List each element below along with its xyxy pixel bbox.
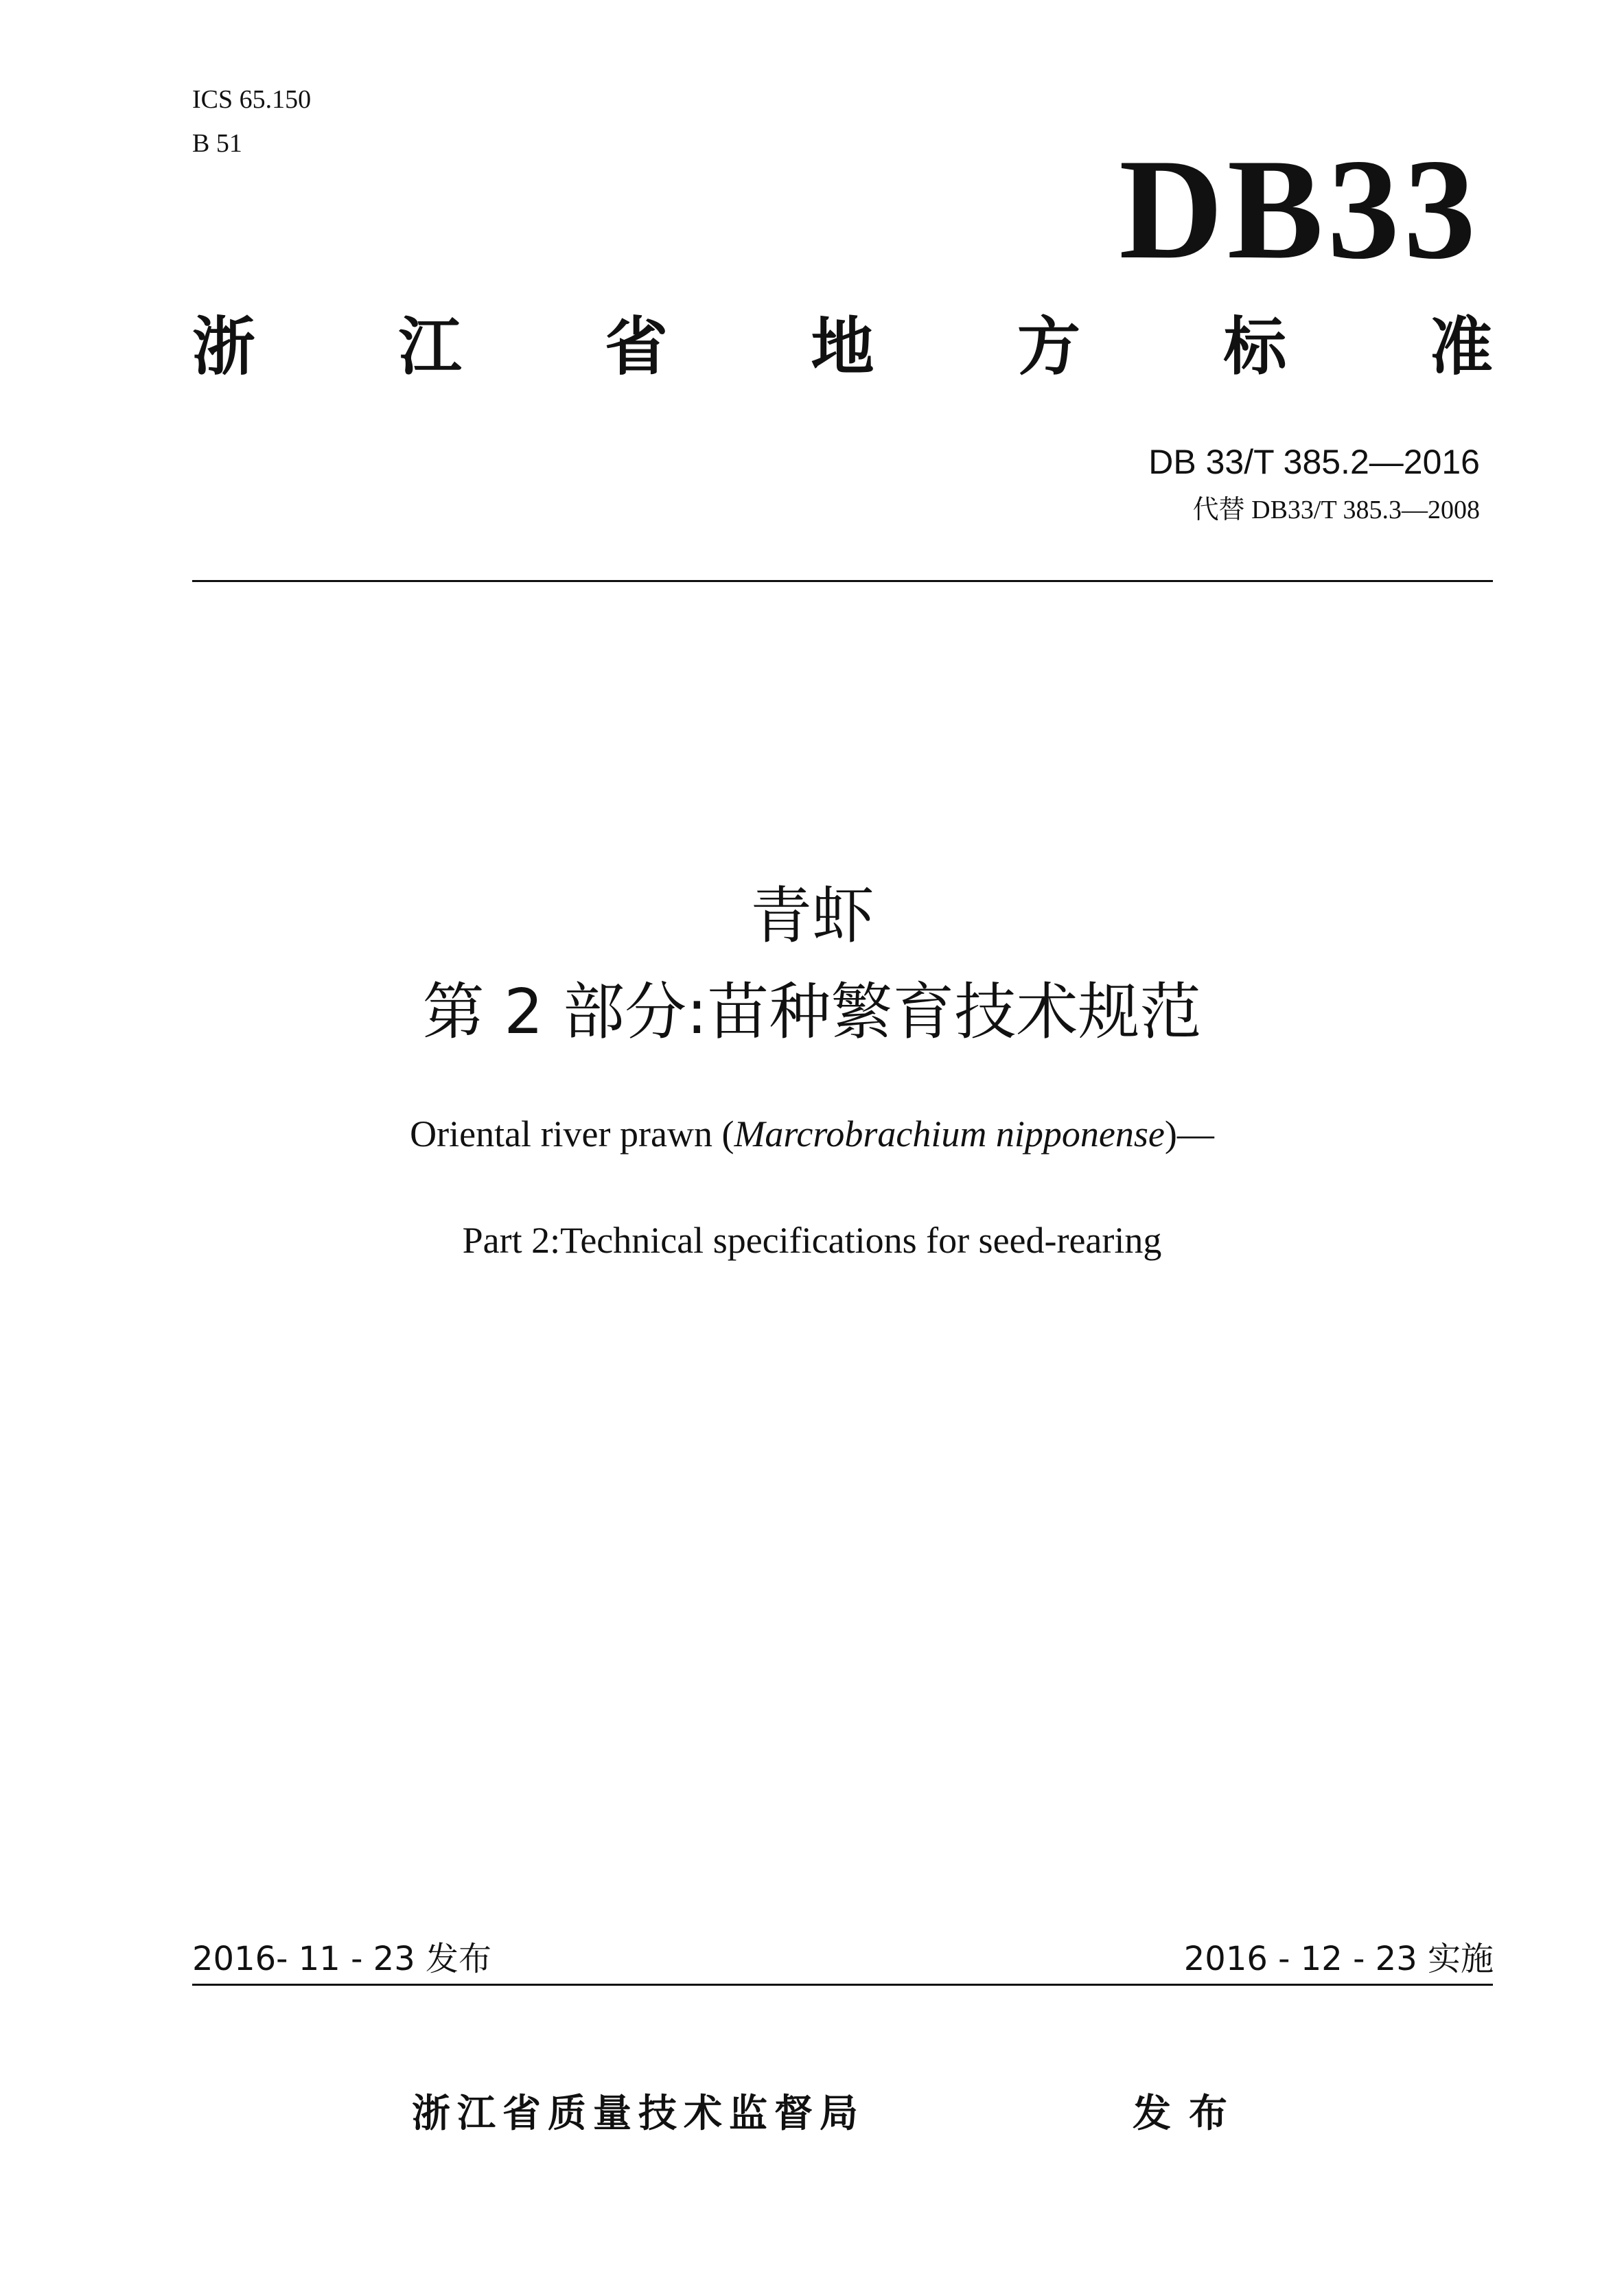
ics-code: ICS 65.150	[192, 85, 312, 114]
implementation-date: 2016 - 12 - 23 实施	[1183, 1940, 1494, 1978]
title-en-part: Part 2:Technical specifications for seed-rearing	[462, 1220, 1162, 1261]
standard-number: DB 33/T 385.2—2016	[1148, 443, 1480, 481]
standard-type-char: 浙	[192, 310, 256, 384]
standard-type-char: 地	[811, 310, 874, 384]
title-en-main	[0, 1113, 1624, 1155]
title-en-species: Marcrobrachium nipponense	[734, 1113, 1165, 1155]
issuing-authority: 浙江省质量技术监督局	[412, 2091, 865, 2136]
issue-label: 发布	[1133, 2091, 1245, 2136]
title-zh-part: 第 2 部分:苗种繁育技术规范	[422, 976, 1202, 1048]
standard-type-char: 省	[604, 310, 668, 384]
standard-type-char: 江	[398, 310, 462, 384]
standard-type-char: 方	[1017, 310, 1080, 384]
standard-type-char: 标	[1223, 310, 1287, 384]
standard-type-char: 准	[1429, 310, 1493, 384]
footer-divider	[192, 1984, 1493, 1986]
issue-date: 2016- 11 - 23 发布	[192, 1940, 491, 1978]
standard-brand-mark: DB33	[1119, 130, 1480, 289]
header-divider	[192, 580, 1493, 582]
ccs-code: B 51	[192, 129, 242, 158]
standard-type-heading	[192, 310, 1493, 384]
replaces-standard: 代替 DB33/T 385.3—2008	[1192, 496, 1480, 524]
title-zh-main: 青虾	[750, 880, 874, 952]
title-en-suffix: )—	[1164, 1113, 1214, 1155]
title-en-prefix: Oriental river prawn (	[410, 1113, 734, 1155]
